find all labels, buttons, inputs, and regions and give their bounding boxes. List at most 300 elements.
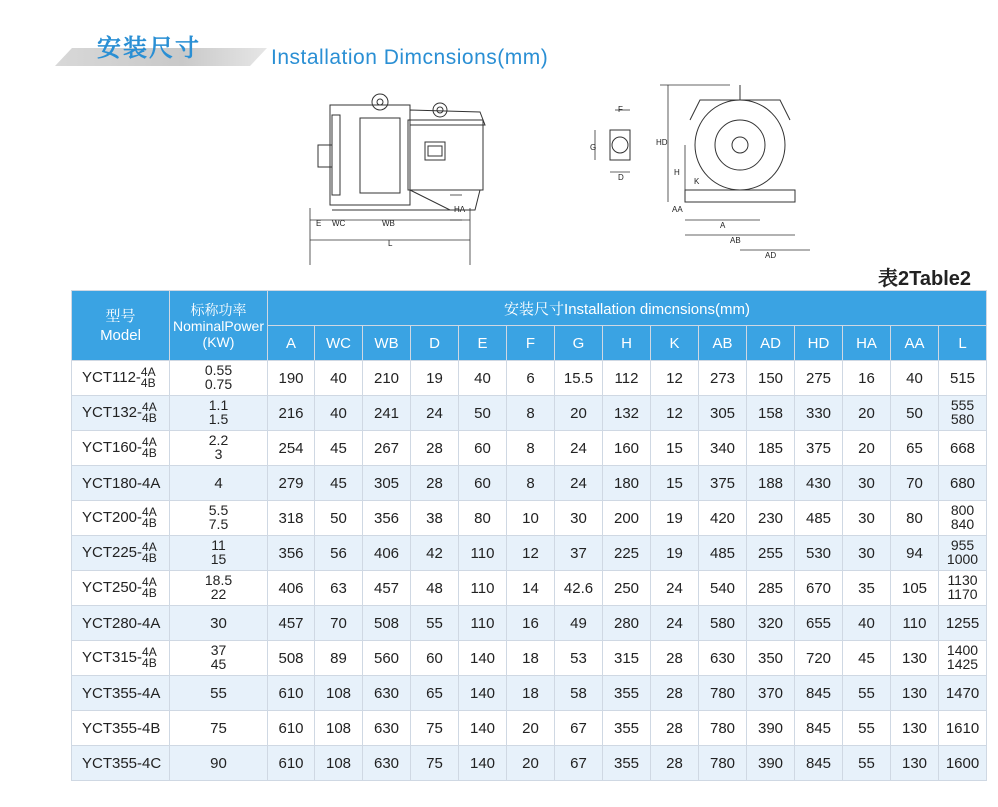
- power-value: 11: [211, 537, 226, 553]
- dimension-cell: 70: [315, 606, 363, 641]
- model-suffix: [141, 367, 156, 389]
- dimension-cell: 37: [555, 536, 603, 571]
- model-name: YCT225-: [82, 543, 143, 561]
- label-h: H: [674, 168, 680, 177]
- model-cell: [72, 361, 170, 396]
- dimension-cell: 18: [507, 641, 555, 676]
- dimension-cell: 20: [843, 396, 891, 431]
- dimension-cell: 279: [268, 466, 315, 501]
- model-suffix-item: 4A: [140, 365, 156, 379]
- length-value: 580: [950, 411, 975, 427]
- dimension-cell: 273: [699, 361, 747, 396]
- dimension-cell: 75: [411, 746, 459, 781]
- column-header: WC: [315, 326, 363, 361]
- dimension-cell: 50: [891, 396, 939, 431]
- end-view-labels: [590, 105, 776, 260]
- dimension-cell: 508: [363, 606, 411, 641]
- dimension-cell: 112: [603, 361, 651, 396]
- dimension-cell: 80: [459, 501, 507, 536]
- column-header: K: [651, 326, 699, 361]
- label-hd: HD: [656, 138, 668, 147]
- dimension-cell: 24: [411, 396, 459, 431]
- side-view-labels: [316, 205, 466, 248]
- dimension-cell: 40: [843, 606, 891, 641]
- column-header: AD: [747, 326, 795, 361]
- dimension-cell: 8: [507, 396, 555, 431]
- dimension-cell: 24: [651, 606, 699, 641]
- dimension-cell: 63: [315, 571, 363, 606]
- table-row: [72, 396, 987, 431]
- power-value: 0.75: [204, 376, 233, 392]
- dimension-cell: 75: [411, 711, 459, 746]
- dimension-cell: 267: [363, 431, 411, 466]
- dimension-cell: 670: [795, 571, 843, 606]
- model-suffix-item: 4A: [142, 575, 157, 589]
- length-value: 680: [949, 474, 976, 492]
- dimension-cell: 110: [459, 536, 507, 571]
- dimension-cell: 30: [555, 501, 603, 536]
- dimension-cell: 65: [891, 431, 939, 466]
- column-header: AA: [891, 326, 939, 361]
- dimension-cell: 132: [603, 396, 651, 431]
- model-name: YCT315-: [82, 648, 143, 666]
- dimension-cell: 420: [699, 501, 747, 536]
- label-wb: WB: [382, 219, 395, 228]
- model-suffix-item: 4B: [142, 446, 157, 460]
- label-wc: WC: [332, 219, 346, 228]
- dimension-cell: 457: [268, 606, 315, 641]
- table-label: 表2Table2: [878, 268, 971, 290]
- model-cell: [72, 466, 170, 501]
- dimension-cell: 16: [507, 606, 555, 641]
- length-value: 1470: [945, 684, 980, 702]
- dimension-cell: 42.6: [555, 571, 603, 606]
- dimension-cell: 318: [268, 501, 315, 536]
- length-value: 515: [949, 369, 976, 387]
- power-cell: [170, 431, 268, 466]
- dimension-cell: 188: [747, 466, 795, 501]
- dimension-cell: 845: [795, 676, 843, 711]
- table-row: [72, 676, 987, 711]
- model-suffix-item: 4B: [142, 411, 157, 425]
- length-cell: [939, 466, 987, 501]
- dimension-cell: 20: [507, 711, 555, 746]
- dimension-cell: 130: [891, 746, 939, 781]
- model-suffix-item: 4B: [140, 376, 156, 390]
- model-suffix-item: 4A: [142, 400, 157, 414]
- power-value: 75: [210, 719, 227, 737]
- power-value: 55: [210, 684, 227, 702]
- model-name: YCT132-: [82, 403, 143, 421]
- length-cell: [939, 571, 987, 606]
- dimension-cell: 430: [795, 466, 843, 501]
- dimension-cell: 355: [603, 676, 651, 711]
- label-e: E: [316, 219, 322, 228]
- column-header: WB: [363, 326, 411, 361]
- table-row: [72, 746, 987, 781]
- column-header: F: [507, 326, 555, 361]
- dimension-cell: 275: [795, 361, 843, 396]
- label-aa: AA: [672, 205, 683, 214]
- length-cell: [939, 536, 987, 571]
- dimension-cell: 225: [603, 536, 651, 571]
- page-title-en: Installation Dimcnsions(mm): [271, 46, 549, 69]
- dimension-cell: 45: [843, 641, 891, 676]
- dimension-cell: 40: [315, 361, 363, 396]
- length-value: 555: [950, 397, 975, 413]
- length-value: 1600: [945, 754, 980, 772]
- dimension-cell: 19: [651, 536, 699, 571]
- dimension-cell: 12: [651, 396, 699, 431]
- dimension-cell: 355: [603, 746, 651, 781]
- dimension-cell: 45: [315, 431, 363, 466]
- length-value: 955: [950, 537, 975, 553]
- dimension-cell: 24: [555, 466, 603, 501]
- model-suffix-item: 4A: [142, 540, 157, 554]
- dimension-cell: 485: [795, 501, 843, 536]
- dimension-cell: 20: [843, 431, 891, 466]
- power-cell: [170, 571, 268, 606]
- length-cell: [939, 711, 987, 746]
- dimension-cell: 130: [891, 676, 939, 711]
- dimension-cell: 390: [747, 711, 795, 746]
- model-suffix-item: 4A: [142, 505, 157, 519]
- model-suffix: [142, 402, 157, 424]
- power-value: 45: [210, 656, 227, 672]
- length-cell: [939, 396, 987, 431]
- dimension-cell: 350: [747, 641, 795, 676]
- dimension-cell: 720: [795, 641, 843, 676]
- model-cell: [72, 711, 170, 746]
- dimension-cell: 390: [747, 746, 795, 781]
- dimension-cell: 457: [363, 571, 411, 606]
- dimension-cell: 8: [507, 466, 555, 501]
- length-value: 1610: [945, 719, 980, 737]
- dimension-cell: 40: [891, 361, 939, 396]
- dimension-cell: 185: [747, 431, 795, 466]
- length-cell: [939, 431, 987, 466]
- length-cell: [939, 606, 987, 641]
- power-cell: [170, 746, 268, 781]
- power-cell: [170, 396, 268, 431]
- power-cell: [170, 676, 268, 711]
- power-cell: [170, 466, 268, 501]
- power-value: 1.5: [208, 411, 229, 427]
- table-row: [72, 536, 987, 571]
- model-suffix: [142, 647, 157, 669]
- model-suffix: [142, 542, 157, 564]
- header-power-en: NominalPower: [172, 317, 265, 334]
- power-value: 3: [214, 446, 223, 462]
- dimension-cell: 485: [699, 536, 747, 571]
- dimension-cell: 35: [843, 571, 891, 606]
- label-f: F: [618, 105, 623, 114]
- model-cell: [72, 536, 170, 571]
- model-name: YCT180-4A: [82, 474, 161, 492]
- table-body: [72, 361, 987, 781]
- length-value: 1000: [946, 551, 979, 567]
- model-cell: [72, 676, 170, 711]
- dimension-cell: 14: [507, 571, 555, 606]
- column-header: H: [603, 326, 651, 361]
- dimension-cell: 655: [795, 606, 843, 641]
- power-value: 22: [210, 586, 227, 602]
- label-g: G: [590, 143, 597, 152]
- dimension-cell: 356: [363, 501, 411, 536]
- model-cell: [72, 746, 170, 781]
- table-row: [72, 361, 987, 396]
- label-d: D: [618, 173, 624, 182]
- dimension-cell: 20: [555, 396, 603, 431]
- model-cell: [72, 501, 170, 536]
- dimension-cell: 55: [843, 746, 891, 781]
- column-header: HD: [795, 326, 843, 361]
- dimension-cell: 108: [315, 711, 363, 746]
- dimension-cell: 150: [747, 361, 795, 396]
- model-name: YCT112-: [82, 368, 141, 386]
- dimension-cell: 20: [507, 746, 555, 781]
- header-model-cn: 型号: [105, 307, 136, 325]
- dimension-cell: 230: [747, 501, 795, 536]
- length-value: 1130: [947, 572, 978, 588]
- dimension-cell: 110: [459, 606, 507, 641]
- model-cell: [72, 396, 170, 431]
- power-cell: [170, 606, 268, 641]
- power-value: 5.5: [208, 502, 229, 518]
- dimension-cell: 15: [651, 466, 699, 501]
- dimension-cell: 55: [843, 676, 891, 711]
- table-row: [72, 501, 987, 536]
- dimension-cell: 406: [363, 536, 411, 571]
- power-cell: [170, 501, 268, 536]
- dimension-cell: 40: [459, 361, 507, 396]
- dimension-cell: 48: [411, 571, 459, 606]
- dimension-cell: 305: [699, 396, 747, 431]
- power-value: 37: [210, 642, 227, 658]
- dimension-cell: 38: [411, 501, 459, 536]
- length-value: 1400: [946, 642, 979, 658]
- dimension-cell: 140: [459, 711, 507, 746]
- dimension-cell: 6: [507, 361, 555, 396]
- header-dims: 安装尺寸Installation dimcnsions(mm): [268, 291, 987, 326]
- dimension-cell: 30: [843, 536, 891, 571]
- model-suffix: [142, 437, 157, 459]
- label-ab: AB: [730, 236, 741, 245]
- label-l: L: [388, 239, 393, 248]
- power-value: 7.5: [208, 516, 229, 532]
- dimension-cell: 210: [363, 361, 411, 396]
- dimension-cell: 12: [507, 536, 555, 571]
- dimension-cell: 190: [268, 361, 315, 396]
- dimension-cell: 130: [891, 641, 939, 676]
- model-cell: [72, 606, 170, 641]
- length-value: 1425: [946, 656, 979, 672]
- dimension-cell: 315: [603, 641, 651, 676]
- dimension-cell: 216: [268, 396, 315, 431]
- power-value: 15: [210, 551, 227, 567]
- length-value: 1170: [947, 586, 978, 602]
- model-name: YCT355-4C: [82, 754, 162, 772]
- dimension-cell: 16: [843, 361, 891, 396]
- dimension-cell: 250: [603, 571, 651, 606]
- model-suffix: [142, 507, 157, 529]
- dimension-cell: 12: [651, 361, 699, 396]
- dimension-cell: 340: [699, 431, 747, 466]
- dimension-cell: 55: [411, 606, 459, 641]
- dimension-cell: 49: [555, 606, 603, 641]
- column-header: HA: [843, 326, 891, 361]
- dimension-cell: 610: [268, 711, 315, 746]
- power-cell: [170, 361, 268, 396]
- dimension-cell: 330: [795, 396, 843, 431]
- dimension-cell: 18: [507, 676, 555, 711]
- table-row: [72, 466, 987, 501]
- power-value: 0.55: [204, 362, 233, 378]
- power-value: 4: [214, 474, 223, 492]
- dimension-cell: 375: [795, 431, 843, 466]
- table-row: [72, 641, 987, 676]
- length-value: 800: [950, 502, 975, 518]
- dimension-cell: 94: [891, 536, 939, 571]
- dimension-cell: 24: [555, 431, 603, 466]
- header-power-unit: (KW): [202, 333, 235, 350]
- dimension-cell: 89: [315, 641, 363, 676]
- dimension-cell: 285: [747, 571, 795, 606]
- dimension-cell: 28: [651, 676, 699, 711]
- column-header: G: [555, 326, 603, 361]
- dimension-cell: 845: [795, 711, 843, 746]
- dimension-cell: 50: [315, 501, 363, 536]
- dimension-cell: 55: [843, 711, 891, 746]
- motor-dimension-diagram: [290, 80, 810, 270]
- label-ha: HA: [454, 205, 466, 214]
- length-value: 1255: [945, 614, 980, 632]
- dimension-cell: 28: [651, 746, 699, 781]
- dimension-cell: 28: [651, 711, 699, 746]
- dimension-cell: 356: [268, 536, 315, 571]
- dimension-cell: 53: [555, 641, 603, 676]
- model-suffix-item: 4A: [142, 645, 157, 659]
- model-suffix-item: 4B: [142, 551, 157, 565]
- dimension-cell: 630: [363, 676, 411, 711]
- dimension-cell: 200: [603, 501, 651, 536]
- dimension-cell: 254: [268, 431, 315, 466]
- model-cell: [72, 431, 170, 466]
- model-name: YCT160-: [82, 438, 143, 456]
- table-row: [72, 606, 987, 641]
- power-value: 30: [210, 614, 227, 632]
- dimension-cell: 60: [411, 641, 459, 676]
- table-row: [72, 571, 987, 606]
- model-suffix-item: 4B: [142, 586, 157, 600]
- dimension-cell: 67: [555, 711, 603, 746]
- dimension-cell: 42: [411, 536, 459, 571]
- dimension-cell: 630: [363, 711, 411, 746]
- dimension-cell: 158: [747, 396, 795, 431]
- model-name: YCT355-4B: [82, 719, 161, 737]
- length-cell: [939, 676, 987, 711]
- dimension-cell: 8: [507, 431, 555, 466]
- length-cell: [939, 746, 987, 781]
- dimension-cell: 30: [843, 501, 891, 536]
- dimension-cell: 19: [651, 501, 699, 536]
- page-title-cn: 安装尺寸: [97, 35, 201, 62]
- header-model: [72, 291, 170, 361]
- column-header: D: [411, 326, 459, 361]
- dimension-cell: 320: [747, 606, 795, 641]
- dimension-cell: 530: [795, 536, 843, 571]
- dimension-cell: 610: [268, 746, 315, 781]
- dimension-cell: 140: [459, 746, 507, 781]
- power-value: 18.5: [204, 572, 233, 588]
- column-header: A: [268, 326, 315, 361]
- length-value: 840: [950, 516, 975, 532]
- dimension-cell: 560: [363, 641, 411, 676]
- table-row: [72, 431, 987, 466]
- dimension-cell: 241: [363, 396, 411, 431]
- dimension-cell: 370: [747, 676, 795, 711]
- dimension-cell: 406: [268, 571, 315, 606]
- dimension-cell: 280: [603, 606, 651, 641]
- power-value: 1.1: [208, 397, 229, 413]
- header-power: [170, 291, 268, 361]
- dimension-cell: 355: [603, 711, 651, 746]
- dimension-cell: 45: [315, 466, 363, 501]
- dimension-cell: 610: [268, 676, 315, 711]
- dimension-cell: 28: [411, 431, 459, 466]
- dimension-cell: 375: [699, 466, 747, 501]
- dimension-cell: 508: [268, 641, 315, 676]
- model-suffix-item: 4B: [142, 516, 157, 530]
- end-view: [595, 85, 810, 250]
- dimension-cell: 110: [891, 606, 939, 641]
- label-k: K: [694, 177, 700, 186]
- length-cell: [939, 501, 987, 536]
- model-suffix-item: 4B: [142, 656, 157, 670]
- dimension-cell: 780: [699, 746, 747, 781]
- dimension-cell: 105: [891, 571, 939, 606]
- dimension-cell: 780: [699, 711, 747, 746]
- dimension-cell: 180: [603, 466, 651, 501]
- column-header: AB: [699, 326, 747, 361]
- model-suffix-item: 4A: [142, 435, 157, 449]
- dimension-cell: 80: [891, 501, 939, 536]
- model-name: YCT200-: [82, 508, 143, 526]
- dimension-cell: 56: [315, 536, 363, 571]
- length-cell: [939, 641, 987, 676]
- dimension-cell: 540: [699, 571, 747, 606]
- power-value: 2.2: [208, 432, 229, 448]
- dimension-cell: 140: [459, 676, 507, 711]
- dimension-cell: 60: [459, 466, 507, 501]
- dimension-cell: 67: [555, 746, 603, 781]
- length-value: 668: [949, 439, 976, 457]
- model-cell: [72, 641, 170, 676]
- model-name: YCT250-: [82, 578, 143, 596]
- header-model-en: Model: [100, 326, 141, 344]
- model-suffix: [142, 577, 157, 599]
- dimension-cell: 19: [411, 361, 459, 396]
- power-cell: [170, 536, 268, 571]
- dimension-cell: 15: [651, 431, 699, 466]
- dimension-cell: 845: [795, 746, 843, 781]
- dimension-cell: 630: [699, 641, 747, 676]
- dimension-cell: 24: [651, 571, 699, 606]
- model-name: YCT355-4A: [82, 684, 161, 702]
- dimension-cell: 28: [651, 641, 699, 676]
- dimension-cell: 28: [411, 466, 459, 501]
- dimension-cell: 58: [555, 676, 603, 711]
